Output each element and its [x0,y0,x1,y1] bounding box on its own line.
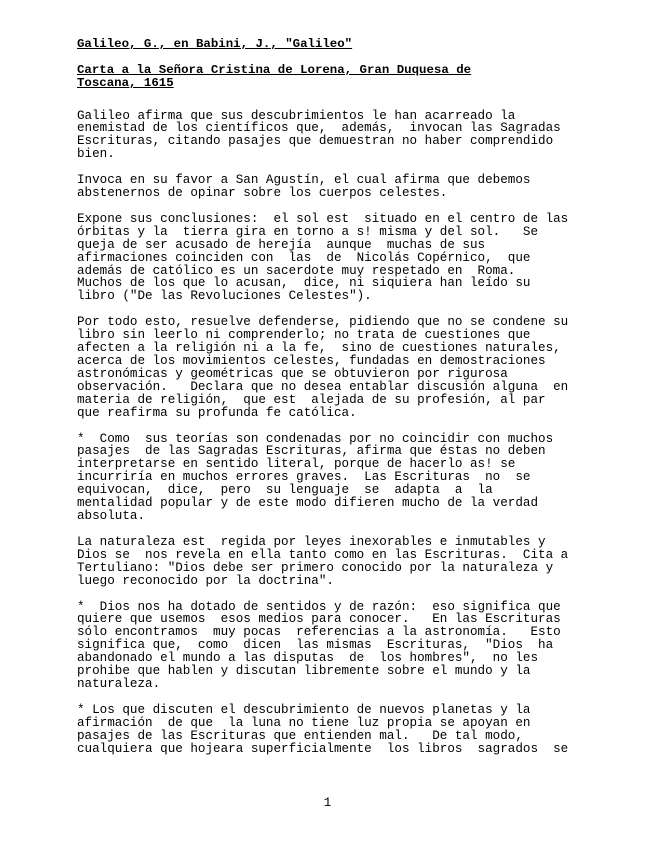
paragraph: Galileo afirma que sus descubrimientos le han acarreado la enemistad de los científicos que, además, invocan las Sagradas Escrituras, citando pasajes que demuestran no haber comprendido bien. [77,108,561,162]
document-body [77,38,587,768]
page-number: 1 [323,796,332,810]
paragraph: La naturaleza est regida por leyes inexorables e inmutables y Dios se nos revela en ella tanto como en las Escrituras. Cita a Tertuliano: "Dios debe ser primero conocido por la naturaleza y luego reconocido por la doctrina". [77,534,569,588]
paragraph: Invoca en su favor a San Agustín, el cual afirma que debemos abstenernos de opinar sobre los cuerpos celestes. [77,173,531,201]
paragraph: Expone sus conclusiones: el sol est situado en el centro de las órbitas y la tierra gira en torno a s! misma y del sol. Se queja de ser acusado de herejía aunque muchas de sus afirmaciones coinciden con las de Nicolás Copérnico, que además de católico es un sacerdote muy respetado en Roma. Muchos de los que lo acusan, dice, ni siquiera han leído su libro ("De las Revoluciones Celestes"). [77,211,569,304]
citation-heading: Galileo, G., en Babini, J., "Galileo" [77,37,353,51]
letter-title-heading: Carta a la Señora Cristina de Lorena, Gran Duquesa de Toscana, 1615 [77,62,472,90]
paragraph: Por todo esto, resuelve defenderse, pidiendo que no se condene su libro sin leerlo ni comprenderlo; no trata de cuestiones que afecten a la religión ni a la fe, sino de cuestiones naturales, acerca de los movimientos celestes, fundadas en demostraciones astronómicas y geométricas que se obtuvieron por rigurosa observación. Declara que no desea entablar discusión alguna en materia de religión, que est alejada de su profesión, al par que reafirma su profunda fe católica. [77,315,569,420]
paragraph: * Dios nos ha dotado de sentidos y de razón: eso significa que quiere que usemos esos medios para conocer. En las Escrituras sólo encontramos muy pocas referencias a la astronomía. Esto significa que, como dicen las mismas Escrituras, "Dios ha abandonado el mundo a las disputas de los hombres", no les prohibe que hablen y discutan libremente sobre el mundo y la naturaleza. [77,599,561,691]
paragraph: * Como sus teorías son condenadas por no coincidir con muchos pasajes de las Sagradas Escrituras, afirma que éstas no deben interpretarse en sentido literal, porque de hacerlo as! se incurriría en muchos errores graves. Las Escrituras no se equivocan, dice, pero su lenguaje se adapta a la mentalidad popular y de este modo difieren mucho de la verdad absoluta. [77,431,554,523]
paragraph: * Los que discuten el descubrimiento de nuevos planetas y la afirmación de que la luna no tiene luz propia se apoyan en pasajes de las Escrituras que entienden mal. De tal modo, cualquiera que hojeara superficialmente los libros sagrados se [77,702,569,756]
